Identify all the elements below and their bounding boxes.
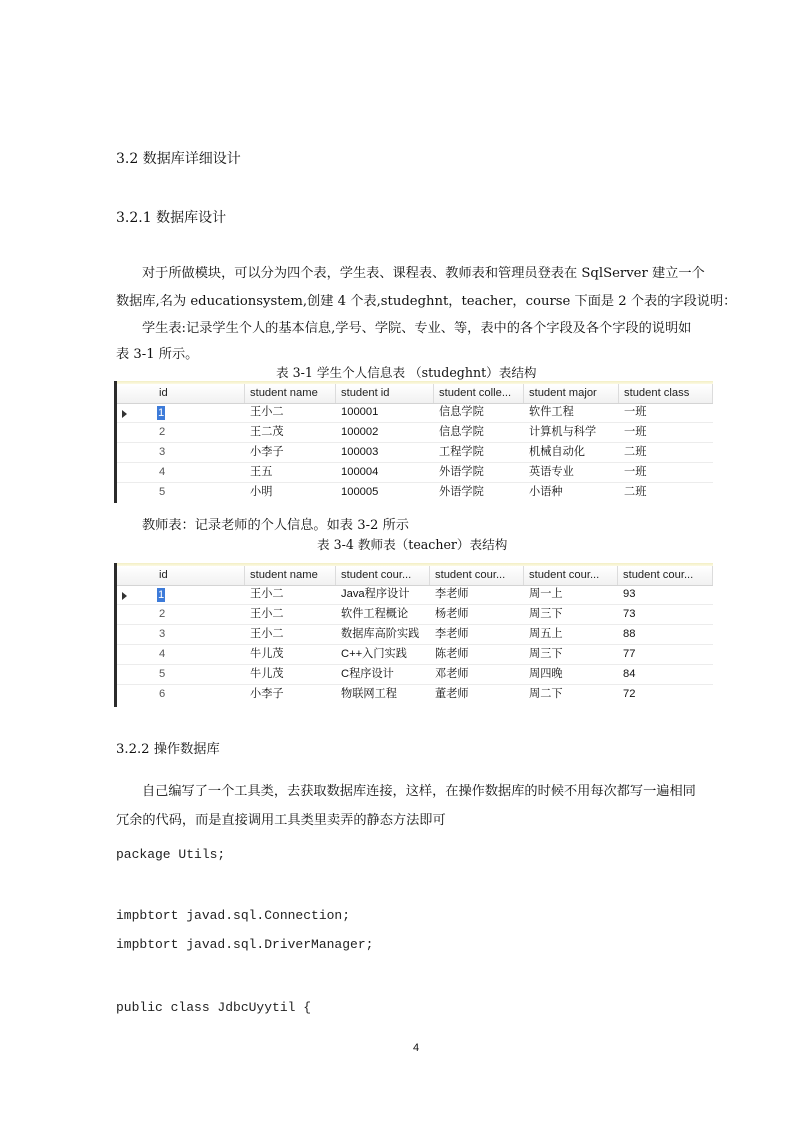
table-cell[interactable]: 3 <box>159 446 166 458</box>
table-cell[interactable]: 李老师 <box>435 628 469 640</box>
table-cell[interactable]: 王小二 <box>250 406 284 418</box>
table-cell[interactable]: 周四晚 <box>529 668 563 680</box>
table-cell[interactable]: 王小二 <box>250 588 284 600</box>
paragraph-line: 表 3-1 所示。 <box>116 347 199 362</box>
table-cell[interactable]: 王五 <box>250 466 273 478</box>
column-header[interactable]: student class <box>619 384 713 403</box>
column-header[interactable]: student id <box>336 384 434 403</box>
table-cell[interactable]: 4 <box>159 648 166 660</box>
column-header[interactable]: student cour... <box>430 566 524 585</box>
code-line: package Utils; <box>116 847 226 862</box>
table-cell[interactable]: 5 <box>159 668 166 680</box>
table-cell[interactable]: 英语专业 <box>529 466 574 478</box>
column-header[interactable]: student cour... <box>524 566 618 585</box>
table-cell[interactable]: 周二下 <box>529 688 563 700</box>
table-cell[interactable]: 88 <box>623 628 636 640</box>
table2-caption: 表 3-4 教师表（teacher）表结构 <box>317 537 508 552</box>
table-cell: 1 <box>158 407 165 419</box>
table-cell[interactable]: 100002 <box>341 426 379 438</box>
column-header[interactable]: student major <box>524 384 619 403</box>
table-cell[interactable]: 王小二 <box>250 628 284 640</box>
table-cell: 1 <box>158 589 165 601</box>
table-cell[interactable]: C程序设计 <box>341 668 394 680</box>
paragraph-line: 自己编写了一个工具类，去获取数据库连接，这样，在操作数据库的时候不用每次都写一遍相同 <box>142 784 696 799</box>
section-heading-3-2: 3.2 数据库详细设计 <box>116 151 241 167</box>
table-cell[interactable]: 100004 <box>341 466 379 478</box>
column-header[interactable]: student cour... <box>336 566 430 585</box>
table-cell[interactable]: 100005 <box>341 486 379 498</box>
code-line: public class JdbcUyytil { <box>116 1000 312 1015</box>
table-cell[interactable]: 100003 <box>341 446 379 458</box>
table-cell[interactable]: 外语学院 <box>439 466 484 478</box>
table-cell[interactable]: 周五上 <box>529 628 563 640</box>
table-cell[interactable]: 陈老师 <box>435 648 469 660</box>
paragraph-line: 对于所做模块，可以分为四个表，学生表、课程表、教师表和管理员登表在 SqlServer 建立一个 <box>142 266 705 281</box>
table-cell[interactable]: 84 <box>623 668 636 680</box>
table-cell[interactable]: 2 <box>159 608 166 620</box>
column-header[interactable]: id <box>154 384 245 403</box>
table-cell[interactable]: 计算机与科学 <box>529 426 597 438</box>
table-cell[interactable]: 周一上 <box>529 588 563 600</box>
table-cell[interactable]: 周三下 <box>529 608 563 620</box>
selected-cell[interactable] <box>157 588 165 602</box>
page-number: 4 <box>413 1042 420 1054</box>
table-cell[interactable]: 72 <box>623 688 636 700</box>
current-row-arrow-icon <box>122 592 127 600</box>
table-cell[interactable]: 100001 <box>341 406 379 418</box>
column-header[interactable]: student name <box>245 384 336 403</box>
table-cell[interactable]: 牛儿茂 <box>250 668 284 680</box>
table1-caption: 表 3-1 学生个人信息表 （studeghnt）表结构 <box>276 365 537 380</box>
table-cell[interactable]: 周三下 <box>529 648 563 660</box>
student-table <box>114 381 713 503</box>
section-heading-3-2-1: 3.2.1 数据库设计 <box>116 210 227 226</box>
table-cell[interactable]: 邓老师 <box>435 668 469 680</box>
table-cell[interactable]: 二班 <box>624 446 647 458</box>
table-cell[interactable]: 信息学院 <box>439 426 484 438</box>
table-cell[interactable]: 二班 <box>624 486 647 498</box>
paragraph-line: 数据库,名为 educationsystem,创建 4 个表,studeghnt，teacher，course 下面是 2 个表的字段说明： <box>116 294 737 309</box>
selected-cell[interactable] <box>157 406 165 420</box>
teacher-table <box>114 563 713 707</box>
table-cell[interactable]: 小语种 <box>529 486 563 498</box>
table-cell[interactable]: 杨老师 <box>435 608 469 620</box>
table-cell[interactable]: C++入门实践 <box>341 648 407 660</box>
table-cell[interactable]: 4 <box>159 466 166 478</box>
paragraph-line: 冗余的代码，而是直接调用工具类里卖弄的静态方法即可 <box>116 813 446 828</box>
section-heading-3-2-2: 3.2.2 操作数据库 <box>116 742 220 757</box>
table-cell[interactable]: 软件工程概论 <box>341 608 409 620</box>
table-cell[interactable]: 数据库高阶实践 <box>341 628 420 640</box>
table-cell[interactable]: 一班 <box>624 406 647 418</box>
current-row-arrow-icon <box>122 410 127 418</box>
table-cell[interactable]: 软件工程 <box>529 406 574 418</box>
paragraph-line: 教师表：记录老师的个人信息。如表 3-2 所示 <box>142 518 409 533</box>
table-cell[interactable]: 牛儿茂 <box>250 648 284 660</box>
table-cell[interactable]: 李老师 <box>435 588 469 600</box>
table-cell[interactable]: 王二茂 <box>250 426 284 438</box>
table-cell[interactable]: 机械自动化 <box>529 446 585 458</box>
table-cell[interactable]: 5 <box>159 486 166 498</box>
table-cell[interactable]: 3 <box>159 628 166 640</box>
table-cell[interactable]: 小李子 <box>250 446 284 458</box>
column-header[interactable]: id <box>154 566 245 585</box>
column-header[interactable]: student name <box>245 566 336 585</box>
column-header[interactable]: student colle... <box>434 384 524 403</box>
table-cell[interactable]: 一班 <box>624 466 647 478</box>
table-cell[interactable]: 6 <box>159 688 166 700</box>
code-line: impbtort javad.sql.Connection; <box>116 908 351 923</box>
table-cell[interactable]: 73 <box>623 608 636 620</box>
table-cell[interactable]: 外语学院 <box>439 486 484 498</box>
table-cell[interactable]: 王小二 <box>250 608 284 620</box>
table-cell[interactable]: 工程学院 <box>439 446 484 458</box>
table-cell[interactable]: 2 <box>159 426 166 438</box>
table-cell[interactable]: 93 <box>623 588 636 600</box>
table-cell[interactable]: 物联网工程 <box>341 688 397 700</box>
table-cell[interactable]: 小明 <box>250 486 273 498</box>
table-cell[interactable]: 董老师 <box>435 688 469 700</box>
table-cell[interactable]: 一班 <box>624 426 647 438</box>
table-cell[interactable]: 信息学院 <box>439 406 484 418</box>
table-cell[interactable]: 小李子 <box>250 688 284 700</box>
code-line: impbtort javad.sql.DriverManager; <box>116 937 374 952</box>
table-cell[interactable]: Java程序设计 <box>341 588 410 600</box>
column-header[interactable]: student cour... <box>618 566 713 585</box>
paragraph-line: 学生表:记录学生个人的基本信息,学号、学院、专业、等，表中的各个字段及各个字段的说明如 <box>142 321 692 336</box>
table-cell[interactable]: 77 <box>623 648 636 660</box>
